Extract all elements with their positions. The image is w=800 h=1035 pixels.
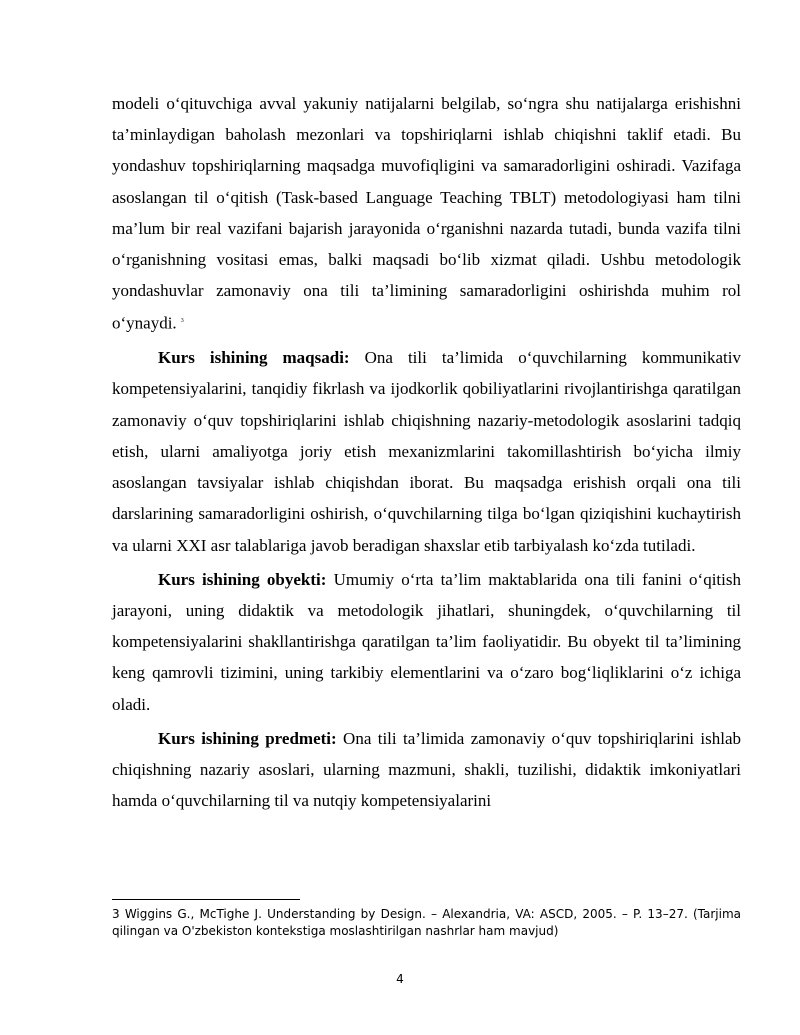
paragraph-heading: Kurs ishining obyekti: xyxy=(158,569,327,589)
footnote-reference: 3 xyxy=(180,318,184,325)
paragraph-heading: Kurs ishining maqsadi: xyxy=(158,348,350,368)
paragraph-text: Ona tili ta’limida zamonaviy o‘quv topshiriqlarini ishlab chiqishning nazariy asoslari, ularning mazmuni, shakli, tuzilishi, didaktik imkoniyatlari hamda o‘quvchilarning til va nutqiy kompetensiyalarini xyxy=(112,728,741,811)
paragraph-heading: Kurs ishining predmeti: xyxy=(158,728,337,748)
paragraph-subject xyxy=(112,723,741,817)
body-text xyxy=(112,88,741,816)
paragraph-purpose xyxy=(112,342,741,560)
page-number: 4 xyxy=(396,972,404,986)
paragraph-text: modeli o‘qituvchiga avval yakuniy natijalarni belgilab, so‘ngra shu natijalarga erishishni ta’minlaydigan baholash mezonlari va topshiriqlarni ishlab chiqishni taklif etadi. Bu yondashuv topshiriqlarning maqsadga muvofiqligini va samaradorligini oshiradi. Vazifaga asoslangan til o‘qitish (Task-based Language Teaching TBLT) metodologiyasi ham tilni ma’lum bir real vazifani bajarish jarayonida o‘rganishni nazarda tutadi, bunda vazifa tilni o‘rganishning vositasi emas, balki maqsadi bo‘lib xizmat qiladi. Ushbu metodologik yondashuvlar zamonaviy ona tili ta’limining samaradorligini oshirishda muhim rol o‘ynaydi. xyxy=(112,94,741,334)
footnote: 3 Wiggins G., McTighe J. Understanding by Design. – Alexandria, VA: ASCD, 2005. – P. 13–27. (Tarjima qilingan va O'zbekiston kontekstiga moslashtirilgan nashrlar ham mavjud) xyxy=(112,907,741,938)
paragraph-text: Ona tili ta’limida o‘quvchilarning kommunikativ kompetensiyalarini, tanqidiy fikrlash va ijodkorlik qobiliyatlarini rivojlantirishga qaratilgan zamonaviy o‘quv topshiriqlarini ishlab chiqishning nazariy-metodologik asoslarini tadqiq etish, ularni amaliyotga joriy etish mexanizmlarini takomillashtirish bo‘yicha ilmiy asoslangan tavsiyalar ishlab chiqishdan iborat. Bu maqsadga erishish orqali ona tili darslarining samaradorligini oshirish, o‘quvchilarning tilga bo‘lgan qiziqishini kuchaytirish va ularni XXI asr talablariga javob beradigan shaxslar etib tarbiyalash ko‘zda tutiladi. xyxy=(112,348,741,555)
footnote-separator xyxy=(112,899,300,900)
paragraph-text: Umumiy o‘rta ta’lim maktablarida ona tili fanini o‘qitish jarayoni, uning didaktik va metodologik jihatlari, shuningdek, o‘quvchilarning til kompetensiyalarini shakllantirishga qaratilgan ta’lim faoliyatidir. Bu obyekt til ta’limining keng qamrovli tizimini, uning tarkibiy elementlarini va o‘zaro bog‘liqliklarini o‘z ichiga oladi. xyxy=(112,569,741,714)
paragraph-object xyxy=(112,564,741,720)
paragraph-continuation xyxy=(112,88,741,339)
